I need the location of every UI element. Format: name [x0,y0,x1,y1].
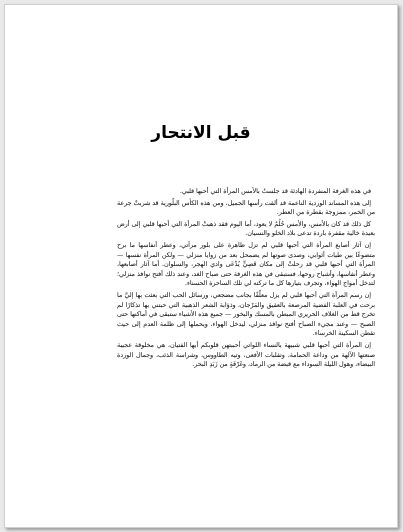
paragraph: إن آثار أصابع المرأة التي أحبها قلبي لم تزل ظاهرة على بلور مرآتي، وعطر أنفاسها ما برح متضوعًا بين طيات أثوابي، وصدى صوتها لم يضمحل بعد من زوايا منزلي — ولكن المرأة نفسها — المرأة التي أحبها قلبي قد رحلتْ إلى مكان قَصِيٍّ يُدْعَى وادي الهجر، والسلوان. أما آثار أصابعها، وعطر أنفاسها، وأشباح روحها، فستبقى في هذه الغرفة حتى صباح الغد، وعند ذلك أفتح نوافذ منزلي؛ لتدخل أمواج الهواء، وتجرف بتيارها كل ما تركته لي تلك الساحرة الحسناء. [117,241,375,288]
paragraph: في هذه الغرفة المنفردة الهادئة قد جلستُ بالأمس المرأة التي أحبها قلبي. [179,188,371,195]
paragraph: إن رسم المرأة التي أحبها قلبي لم يزل معلّقًا بجانب مضجعي، ورسائل الحب التي بعثت بها إليَّ ما برحت في العلبة الفضية المرصعة بالعقيق والمَرْجان، وذؤابة الشعر الذهبية التي حبتني بها تذكارًا لم تخرج قط من الغلاف الحريري المبطن بالمسك والبخور — جميع هذه الأشياء ستبقى في أماكنها حتى الصبح — وعند مجيء الصباح أفتح نوافذ منزلي، ليدخل الهواء، ويحملها إلى ظلمة العدم إلى حيث تقطن السكينة الخرساء. [117,291,375,338]
document-body [117,187,375,372]
paragraph: كل ذلك قد كان بالأمس، والأمس حُلُمٌ لا يعود، أما اليوم فقد ذهبتْ المرأة التي أحبها قلبي إلى أرض بعيدة خالية مقفرة باردة تدعى بلاد الخلو والنسيان. [117,220,375,238]
page-title: قبل الانتحار [151,123,251,143]
paragraph: إلى هذه المساند الوردية الناعمة قد ألقت رأسها الجميل، ومن هذه الكأس البلّورية قد شربتْ جرعة من الخمر، ممزوجة بقطرة من العطر. [117,199,375,217]
paragraph: إن المرأة التي أحبها قلبي شبيهة بالنساء اللواتي أحببتهن قلوبكم أيها الفتيان، هي مخلوقة عجيبة صنعتها الآلهة من وداعة الحمامة، وتقلبات الأفعى، وتيه الطاووس، وشراسة الذئب، وجمال الوردة البيضاء، وهول الليلة السوداء مع قبضة من الرماد، وغَرْفَةٍ من زَبَدِ البحر. [117,341,375,369]
document-page [4,4,398,528]
